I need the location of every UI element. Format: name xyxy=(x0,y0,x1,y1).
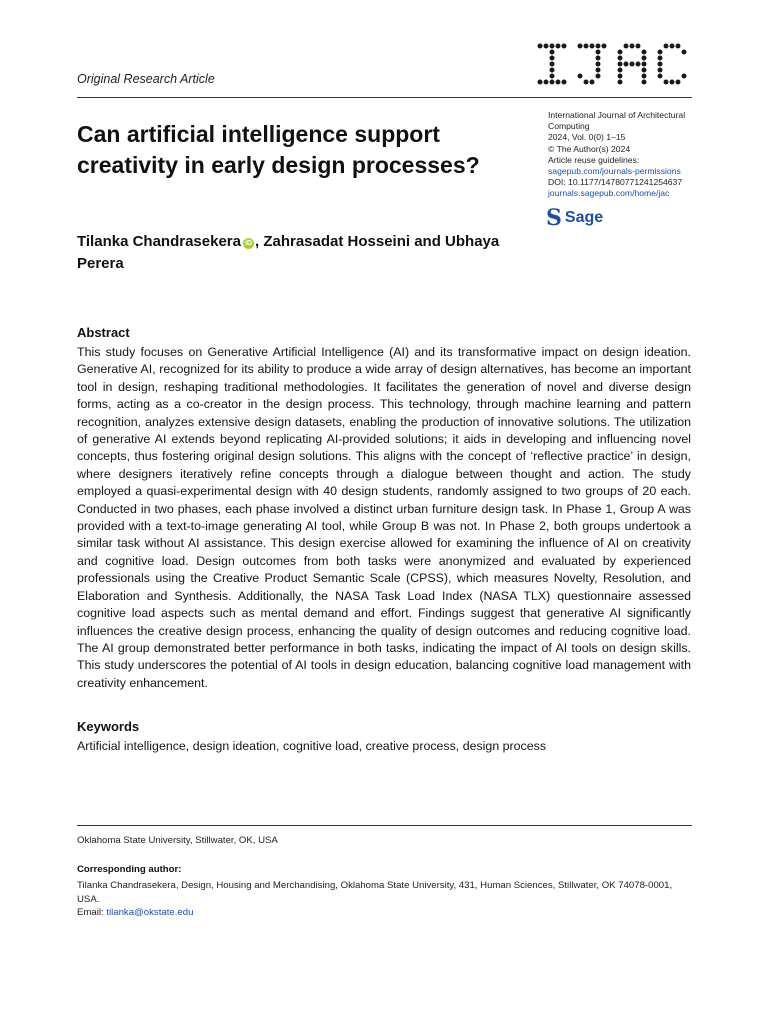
email-label: Email: xyxy=(77,907,107,918)
logo-dot xyxy=(658,56,663,61)
doi-text: DOI: 10.1177/14780771241254637 xyxy=(548,177,683,188)
logo-dot xyxy=(562,44,567,49)
permissions-link[interactable]: sagepub.com/journals-permissions xyxy=(548,166,681,177)
logo-dot xyxy=(636,44,641,49)
logo-dot xyxy=(562,80,567,85)
logo-dot xyxy=(636,62,641,67)
logo-dot xyxy=(642,56,647,61)
logo-dot xyxy=(578,74,583,79)
keywords-text: Artificial intelligence, design ideation, cognitive load, creative process, design process xyxy=(77,739,547,753)
logo-dot xyxy=(544,80,549,85)
reuse-label: Article reuse guidelines: xyxy=(548,154,640,165)
logo-dot xyxy=(596,56,601,61)
author-name: Tilanka Chandrasekera xyxy=(77,233,241,250)
sage-logo xyxy=(546,207,603,229)
logo-dot xyxy=(550,62,555,67)
affiliation-note: Oklahoma State University, Stillwater, OK, USA xyxy=(77,835,278,846)
logo-dot xyxy=(590,44,595,49)
logo-dot xyxy=(538,80,543,85)
logo-dot xyxy=(630,62,635,67)
sage-s-icon: S xyxy=(546,205,562,231)
logo-dot xyxy=(596,62,601,67)
logo-dot xyxy=(618,56,623,61)
logo-dot xyxy=(670,80,675,85)
abstract-heading: Abstract xyxy=(77,325,130,340)
logo-dot xyxy=(642,74,647,79)
logo-dot xyxy=(596,50,601,55)
logo-dot xyxy=(642,62,647,67)
journal-name: International Journal of Architectural Computing xyxy=(548,110,686,132)
logo-dot xyxy=(602,44,607,49)
sage-wordmark: Sage xyxy=(564,209,604,226)
copyright-notice: © The Author(s) 2024 xyxy=(548,143,631,154)
orcid-icon[interactable]: iD xyxy=(244,240,252,247)
logo-dot xyxy=(676,80,681,85)
logo-dot xyxy=(682,74,687,79)
logo-dot xyxy=(550,44,555,49)
logo-dot xyxy=(642,80,647,85)
logo-dot xyxy=(556,80,561,85)
logo-dot xyxy=(664,44,669,49)
logo-dot xyxy=(584,44,589,49)
logo-dot xyxy=(630,44,635,49)
logo-dot xyxy=(670,44,675,49)
logo-dot xyxy=(658,68,663,73)
logo-dot xyxy=(658,50,663,55)
article-type-label: Original Research Article xyxy=(77,72,215,86)
journal-homepage-link[interactable]: journals.sagepub.com/home/jac xyxy=(548,188,670,199)
logo-dot xyxy=(624,62,629,67)
footer-divider xyxy=(77,825,692,826)
logo-dot xyxy=(596,74,601,79)
header-divider xyxy=(77,97,692,98)
author-names-rest: , Zahrasadat Hosseini and Ubhaya Perera xyxy=(77,233,500,272)
logo-dot xyxy=(676,44,681,49)
keywords-heading: Keywords xyxy=(77,719,140,734)
logo-dot xyxy=(550,74,555,79)
author-list xyxy=(77,231,507,275)
logo-dot xyxy=(618,50,623,55)
logo-dot xyxy=(618,68,623,73)
logo-dot xyxy=(550,50,555,55)
logo-dot xyxy=(664,80,669,85)
logo-dot xyxy=(578,44,583,49)
logo-dot xyxy=(550,68,555,73)
logo-dot xyxy=(596,68,601,73)
ijac-logo xyxy=(537,43,691,85)
logo-dot xyxy=(544,44,549,49)
logo-dot xyxy=(642,68,647,73)
logo-dot xyxy=(682,50,687,55)
logo-dot xyxy=(550,56,555,61)
journal-info-block xyxy=(548,110,698,200)
logo-dot xyxy=(584,80,589,85)
logo-dot xyxy=(624,44,629,49)
logo-dot xyxy=(556,44,561,49)
logo-dot xyxy=(658,74,663,79)
logo-dot xyxy=(596,44,601,49)
abstract-text: This study focuses on Generative Artificial Intelligence (AI) and its transformative impact on design ideation. Generative AI, recognized for its ability to produce a wide array of design alternatives, has become an important tool in design, reshaping traditional methodologies. It facilitates the generation of novel and diverse design forms, acting as a co-creator in the design process. This technology, through machine learning and pattern recognition, analyzes extensive design datasets, enabling the production of innovative solutions. The utilization of generative AI extends beyond replicating AI-provided solutions; it aids in developing and influencing novel concepts, thus fostering original design solutions. This aligns with the concept of ‘reflective practice’ in design, where designers iteratively refine concepts through a dialogue between thought and action. The study employed a quasi-experimental design with 40 design students, randomly assigned to two groups of 20 each. Conducted in two phases, each phase involved a distinct urban furniture design task. In Phase 1, Group A was provided with a text-to-image generating AI tool, while Group B was not. In Phase 2, both groups undertook a similar task without AI assistance. This design exercise allowed for examining the influence of AI on creativity and cognitive load. Design outcomes from both tasks were anonymized and evaluated by experienced professionals using the Creative Product Semantic Scale (CPSS), which measures Novelty, Resolution, and Elaboration and Synthesis. Additionally, the NASA Task Load Index (NASA TLX) questionnaire assessed cognitive load aspects such as mental demand and effort. Findings suggest that generative AI significantly influences the creative design process, enhancing the quality of design outcomes and reducing cognitive load. The AI group demonstrated better performance in both tasks, indicating the impact of AI tools on design skills. This study underscores the potential of AI tools in design education, balancing cognitive load management with creativity enhancement. xyxy=(77,345,691,690)
logo-dot xyxy=(618,80,623,85)
logo-dot xyxy=(642,50,647,55)
corresponding-author-address: Tilanka Chandrasekera, Design, Housing and Merchandising, Oklahoma State University, 431, Human Sciences, Stillwater, OK 74078-0001, USA. xyxy=(77,880,673,905)
logo-dot xyxy=(538,44,543,49)
corresponding-author-heading: Corresponding author: xyxy=(77,864,182,875)
email-link[interactable]: tilanka@okstate.edu xyxy=(106,907,194,918)
logo-dot xyxy=(590,80,595,85)
article-title: Can artificial intelligence support creativity in early design processes? xyxy=(77,121,480,178)
logo-dot xyxy=(618,62,623,67)
logo-dot xyxy=(658,62,663,67)
corresponding-email-line xyxy=(77,907,193,918)
journal-volume: 2024, Vol. 0(0) 1–15 xyxy=(548,132,626,143)
logo-dot xyxy=(550,80,555,85)
logo-dot xyxy=(618,74,623,79)
